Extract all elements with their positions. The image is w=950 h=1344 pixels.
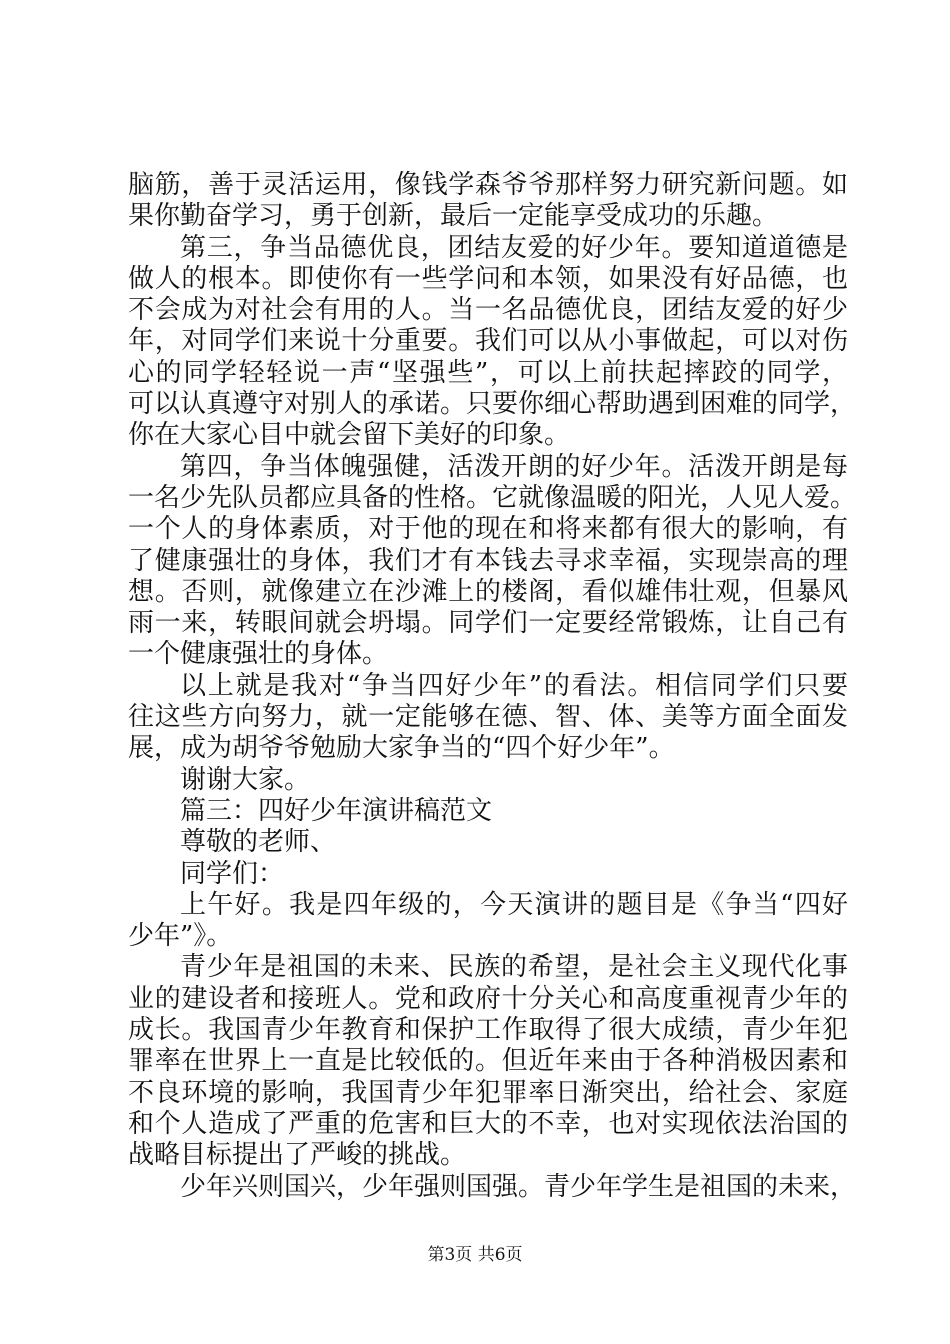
closing-line: 谢谢大家。: [180, 764, 311, 795]
paragraph-start-line: 少年兴则国兴，少年强则国强。青少年学生是祖国的未来，: [180, 1171, 857, 1202]
text-line: 成长。我国青少年教育和保护工作取得了很大成绩，青少年犯: [128, 1015, 848, 1046]
text-line: 果你勤奋学习，勇于创新，最后一定能享受成功的乐趣。: [128, 201, 779, 232]
paragraph-start-line: 第三，争当品德优良，团结友爱的好少年。要知道道德是: [180, 232, 848, 263]
text-line: 想。否则，就像建立在沙滩上的楼阁，看似雄伟壮观，但暴风: [128, 576, 848, 607]
text-line: 展，成为胡爷爷勉励大家争当的“四个好少年”。: [128, 733, 675, 764]
text-line: 业的建设者和接班人。党和政府十分关心和高度重视青少年的: [128, 983, 848, 1014]
paragraph-start-line: 青少年是祖国的未来、民族的希望，是社会主义现代化事: [180, 952, 848, 983]
text-line: 了健康强壮的身体，我们才有本钱去寻求幸福，实现崇高的理: [128, 545, 848, 576]
text-line: 一名少先队员都应具备的性格。它就像温暖的阳光，人见人爱。: [128, 482, 857, 513]
text-line: 不会成为对社会有用的人。当一名品德优良，团结友爱的好少: [128, 295, 848, 326]
salutation-line: 尊敬的老师、: [180, 827, 337, 858]
salutation-line: 同学们：: [180, 858, 285, 889]
text-line: 雨一来，转眼间就会坍塌。同学们一定要经常锻炼，让自己有: [128, 608, 848, 639]
text-line: 脑筋，善于灵活运用，像钱学森爷爷那样努力研究新问题。如: [128, 170, 848, 200]
text-line: 心的同学轻轻说一声“坚强些”，可以上前扶起摔跤的同学，: [128, 357, 848, 388]
text-line: 和个人造成了严重的危害和巨大的不幸，也对实现依法治国的: [128, 1108, 848, 1139]
text-line: 做人的根本。即使你有一些学问和本领，如果没有好品德，也: [128, 263, 848, 294]
text-line: 往这些方向努力，就一定能够在德、智、体、美等方面全面发: [128, 702, 848, 733]
text-line: 可以认真遵守对别人的承诺。只要你细心帮助遇到困难的同学，: [128, 389, 857, 420]
page-number-footer: 第3页 共6页: [427, 1245, 523, 1265]
section-heading: 篇三：四好少年演讲稿范文: [180, 795, 493, 826]
paragraph-start-line: 上午好。我是四年级的，今天演讲的题目是《争当“四好: [180, 889, 848, 920]
text-line: 年，对同学们来说十分重要。我们可以从小事做起，可以对伤: [128, 326, 848, 357]
text-line: 战略目标提出了严峻的挑战。: [128, 1140, 467, 1171]
text-line: 一个健康强壮的身体。: [128, 639, 389, 670]
paragraph-start-line: 第四，争当体魄强健，活泼开朗的好少年。活泼开朗是每: [180, 451, 848, 482]
text-line: 不良环境的影响，我国青少年犯罪率日渐突出，给社会、家庭: [128, 1077, 848, 1108]
paragraph-start-line: 以上就是我对“争当四好少年”的看法。相信同学们只要: [180, 670, 848, 701]
text-line: 一个人的身体素质，对于他的现在和将来都有很大的影响，有: [128, 514, 848, 545]
text-line: 少年”》。: [128, 921, 233, 952]
text-line: 罪率在世界上一直是比较低的。但近年来由于各种消极因素和: [128, 1046, 848, 1077]
text-line: 你在大家心目中就会留下美好的印象。: [128, 420, 571, 451]
document-body: [128, 170, 857, 1203]
